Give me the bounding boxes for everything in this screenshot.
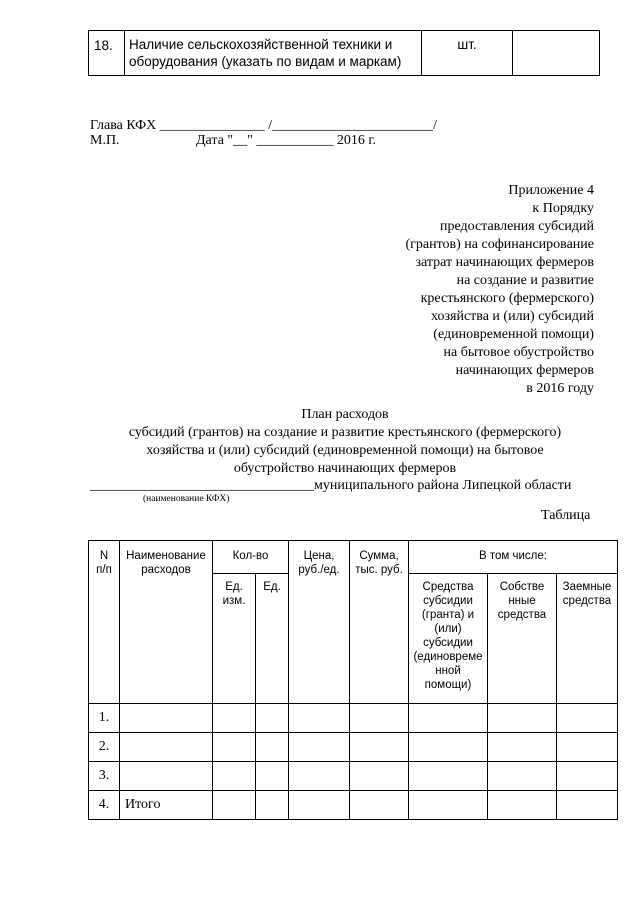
- appendix-line: затрат начинающих фермеров: [415, 255, 594, 270]
- row-num: 4.: [89, 791, 120, 820]
- row-unit: шт.: [422, 31, 513, 76]
- header-text: Заемные: [562, 581, 612, 593]
- appendix-line: предоставления субсидий: [439, 219, 594, 234]
- appendix-line: крестьянского (фермерского): [420, 291, 594, 306]
- header-own: [488, 574, 557, 704]
- header-text: нные: [508, 595, 536, 607]
- cell: [289, 791, 350, 820]
- row-label: [120, 733, 213, 762]
- expenses-table: [88, 540, 618, 820]
- header-text: Цена,: [303, 550, 335, 562]
- header-text: (гранта) и: [421, 609, 475, 621]
- top-table: [88, 30, 600, 76]
- row-description-line: оборудования (указать по видам и маркам): [129, 54, 402, 69]
- date-line: Дата "__" ___________ 2016 г.: [196, 133, 376, 148]
- header-text: Средства: [422, 581, 474, 593]
- appendix-line: в 2016 году: [526, 381, 594, 396]
- header-sum: [350, 541, 409, 704]
- cell: [350, 791, 409, 820]
- table-row: [89, 762, 618, 791]
- row-num: 1.: [89, 704, 120, 733]
- header-text: N: [99, 550, 109, 562]
- cell: [256, 791, 289, 820]
- cell: [256, 762, 289, 791]
- row-description-line: Наличие сельскохозяйственной техники и: [129, 37, 393, 52]
- table-row: [89, 733, 618, 762]
- header-incl: В том числе:: [409, 541, 618, 574]
- row-num: 3.: [89, 762, 120, 791]
- header-subsidy: [409, 574, 488, 704]
- cell: [289, 733, 350, 762]
- cell: [213, 791, 256, 820]
- cell: [350, 762, 409, 791]
- cell: [256, 733, 289, 762]
- cell: [289, 762, 350, 791]
- header-qty: Кол-во: [213, 541, 289, 574]
- cell: [350, 704, 409, 733]
- row-value: [513, 31, 600, 76]
- header-name: [120, 541, 213, 704]
- header-text: Наименование: [126, 550, 206, 562]
- cell: [557, 704, 618, 733]
- appendix-line: на создание и развитие: [456, 273, 594, 288]
- header-text: субсидии: [423, 637, 473, 649]
- header-text: помощи): [424, 679, 472, 691]
- header-text: Ед.: [225, 581, 243, 593]
- appendix-line: (единовременной помощи): [433, 327, 594, 342]
- farm-name-line: ________________________________муниципального района Липецкой области: [90, 478, 572, 493]
- cell: [409, 762, 488, 791]
- header-loan: [557, 574, 618, 704]
- header-text: нной: [435, 665, 461, 677]
- plan-subtitle-line: хозяйства и (или) субсидий (единовременной помощи) на бытовое: [146, 443, 544, 458]
- cell: [213, 762, 256, 791]
- plan-title: План расходов: [301, 407, 389, 422]
- header-text: средства: [497, 609, 547, 621]
- farm-name-caption: (наименование КФХ): [143, 494, 230, 504]
- header-units: Ед.: [256, 574, 289, 704]
- plan-subtitle-line: обустройство начинающих фермеров: [233, 461, 457, 476]
- cell: [557, 791, 618, 820]
- row-description: [125, 31, 422, 76]
- header-text: Собстве: [499, 581, 545, 593]
- header-text: субсидии: [423, 595, 473, 607]
- table-label: Таблица: [541, 508, 591, 523]
- cell: [409, 733, 488, 762]
- plan-subtitle-line: субсидий (грантов) на создание и развитие крестьянского (фермерского): [128, 425, 562, 440]
- cell: [488, 704, 557, 733]
- header-text: расходов: [141, 564, 191, 576]
- header-text: тыс. руб.: [355, 564, 403, 576]
- header-text: Сумма,: [359, 550, 399, 562]
- header-text: (или): [434, 623, 462, 635]
- row-num: 2.: [89, 733, 120, 762]
- row-label: [120, 704, 213, 733]
- plan-heading: [90, 406, 600, 478]
- cell: [488, 791, 557, 820]
- cell: [213, 733, 256, 762]
- row-label: [120, 762, 213, 791]
- header-text: средства: [562, 595, 612, 607]
- signature-line: Глава КФХ _______________ /_______________________/: [90, 118, 438, 133]
- cell: [289, 704, 350, 733]
- cell: [350, 733, 409, 762]
- table-row: [89, 791, 618, 820]
- appendix-line: начинающих фермеров: [455, 363, 594, 378]
- cell: [409, 791, 488, 820]
- cell: [213, 704, 256, 733]
- cell: [557, 733, 618, 762]
- cell: [488, 733, 557, 762]
- header-text: (единовреме: [413, 651, 483, 663]
- header-num: [89, 541, 120, 704]
- header-price: [289, 541, 350, 704]
- cell: [256, 704, 289, 733]
- row-number: 18.: [89, 31, 125, 76]
- row-label: Итого: [120, 791, 213, 820]
- cell: [557, 762, 618, 791]
- appendix-line: к Порядку: [532, 201, 594, 216]
- stamp-label: М.П.: [90, 133, 120, 148]
- header-text: изм.: [222, 595, 246, 607]
- appendix-line: хозяйства и (или) субсидий: [431, 309, 594, 324]
- cell: [488, 762, 557, 791]
- header-text: п/п: [96, 564, 112, 576]
- appendix-line: (грантов) на софинансирование: [405, 237, 594, 252]
- header-text: руб./ед.: [298, 564, 340, 576]
- appendix-line: на бытовое обустройство: [443, 345, 594, 360]
- header-unit: [213, 574, 256, 704]
- appendix-block: [405, 182, 594, 398]
- table-row: [89, 704, 618, 733]
- appendix-line: Приложение 4: [508, 183, 594, 198]
- cell: [409, 704, 488, 733]
